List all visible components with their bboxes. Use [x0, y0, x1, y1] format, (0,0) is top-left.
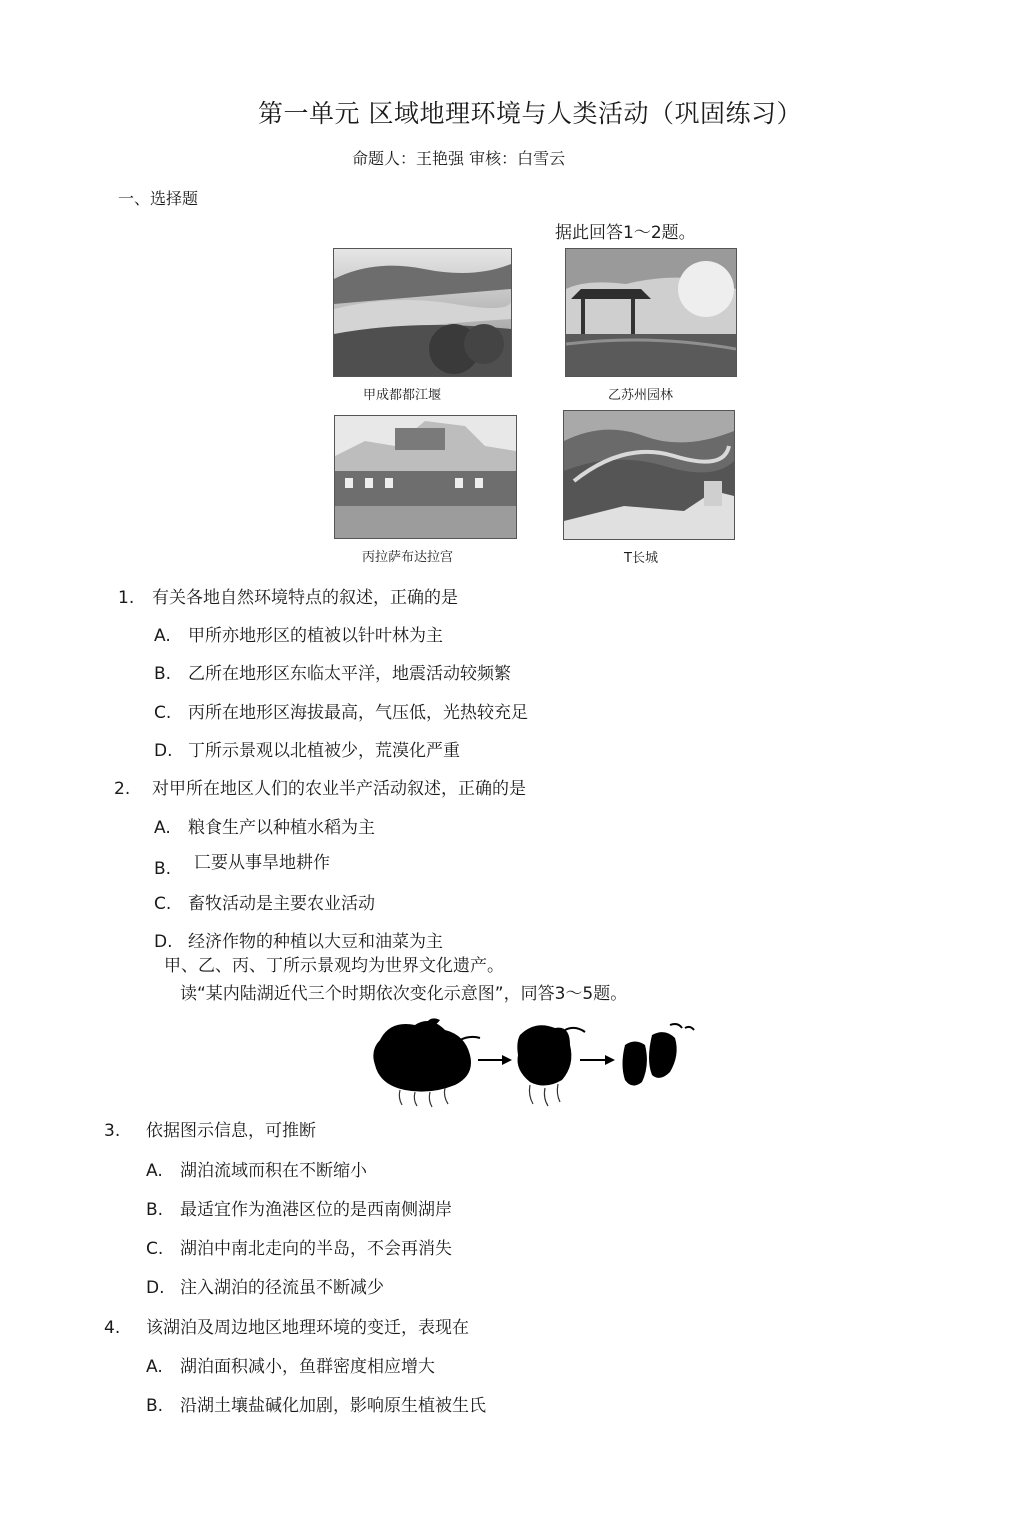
question-4: [104, 1313, 469, 1338]
q3-option-d[interactable]: [146, 1273, 384, 1298]
great-wall-photo: [563, 410, 735, 540]
option-text: 湖泊中南北走向的半岛，不会再消失: [180, 1239, 452, 1259]
question-3: [104, 1116, 316, 1141]
question-stem: 该湖泊及周边地区地理环境的变迁，表现在: [146, 1318, 469, 1338]
photo-caption-ding: T长城: [624, 551, 658, 566]
option-text: 经济作物的种植以大豆和油菜为主: [188, 932, 443, 952]
q2-option-b[interactable]: [154, 848, 330, 879]
question-number: 4.: [104, 1318, 121, 1338]
note-world-heritage: 甲、乙、丙、丁所示景观均为世界文化遗产。: [164, 956, 504, 976]
option-text: 匸要从事旱地耕作: [194, 853, 330, 873]
question-stem: 对甲所在地区人们的农业半产活动叙述，正确的是: [152, 779, 526, 799]
option-text: 湖泊流域而积在不断缩小: [180, 1161, 367, 1181]
question-stem: 依据图示信息，可推断: [146, 1121, 316, 1141]
question-1: [118, 583, 458, 608]
option-letter: D.: [146, 1278, 165, 1298]
suzhou-garden-photo: [565, 248, 737, 377]
option-letter: B.: [146, 1200, 164, 1220]
option-text: 丁所示景观以北植被少，荒漠化严重: [188, 741, 460, 761]
option-letter: B.: [154, 664, 172, 684]
q1-option-a[interactable]: [154, 621, 443, 646]
authors-line: 命题人：王艳强 审核：白雪云: [352, 149, 566, 168]
option-letter: B.: [154, 859, 172, 879]
option-text: 注入湖泊的径流虽不断减少: [180, 1278, 384, 1298]
q1-option-b[interactable]: [154, 659, 511, 684]
option-text: 沿湖土壤盐碱化加剧，影响原生植被生氏: [180, 1396, 486, 1416]
photo-caption-bing: 丙拉萨布达拉宫: [362, 550, 454, 565]
option-letter: A.: [146, 1161, 163, 1181]
q2-option-c[interactable]: [154, 889, 375, 914]
option-letter: D.: [154, 932, 173, 952]
option-letter: A.: [154, 626, 171, 646]
option-letter: B.: [146, 1396, 164, 1416]
option-text: 丙所在地形区海拔最高，气压低，光热较充足: [188, 703, 528, 723]
option-text: 湖泊面积减小，鱼群密度相应增大: [180, 1357, 435, 1377]
page-title: 第一单元 区域地理环境与人类活动（巩固练习）: [258, 99, 802, 128]
option-letter: C.: [146, 1239, 164, 1259]
intro-q1-2: 据此回答1～2题。: [555, 223, 696, 243]
dujiangyan-photo: [333, 248, 512, 377]
q4-option-a[interactable]: [146, 1352, 435, 1377]
q3-option-c[interactable]: [146, 1234, 452, 1259]
q4-option-b[interactable]: [146, 1391, 486, 1416]
option-text: 最适宜作为渔港区位的是西南侧湖岸: [180, 1200, 452, 1220]
q2-option-a[interactable]: [154, 813, 375, 838]
option-letter: A.: [146, 1357, 163, 1377]
question-2: [114, 774, 526, 799]
option-letter: C.: [154, 894, 172, 914]
section-heading: 一、选择题: [118, 189, 199, 208]
question-number: 1.: [118, 588, 135, 608]
q1-option-c[interactable]: [154, 698, 528, 723]
q2-option-d[interactable]: [154, 927, 443, 952]
question-stem: 有关各地自然环境特点的叙述，正确的是: [152, 588, 458, 608]
potala-palace-photo: [334, 415, 517, 539]
question-number: 3.: [104, 1121, 121, 1141]
q3-option-a[interactable]: [146, 1156, 367, 1181]
photo-caption-yi: 乙苏州园林: [608, 388, 674, 403]
option-letter: A.: [154, 818, 171, 838]
option-letter: C.: [154, 703, 172, 723]
q3-option-b[interactable]: [146, 1195, 452, 1220]
option-text: 畜牧活动是主要农业活动: [188, 894, 375, 914]
question-number: 2.: [114, 779, 131, 799]
option-letter: D.: [154, 741, 173, 761]
intro-q3-5: 读“某内陆湖近代三个时期依次变化示意图”，同答3～5题。: [180, 984, 628, 1004]
option-text: 粮食生产以种植水稻为主: [188, 818, 375, 838]
option-text: 乙所在地形区东临太平洋，地震活动较频繁: [188, 664, 511, 684]
photo-caption-jia: 甲成都都江堰: [363, 388, 442, 403]
lake-change-diagram: [370, 1010, 700, 1110]
option-text: 甲所亦地形区的植被以针叶林为主: [188, 626, 443, 646]
q1-option-d[interactable]: [154, 736, 460, 761]
